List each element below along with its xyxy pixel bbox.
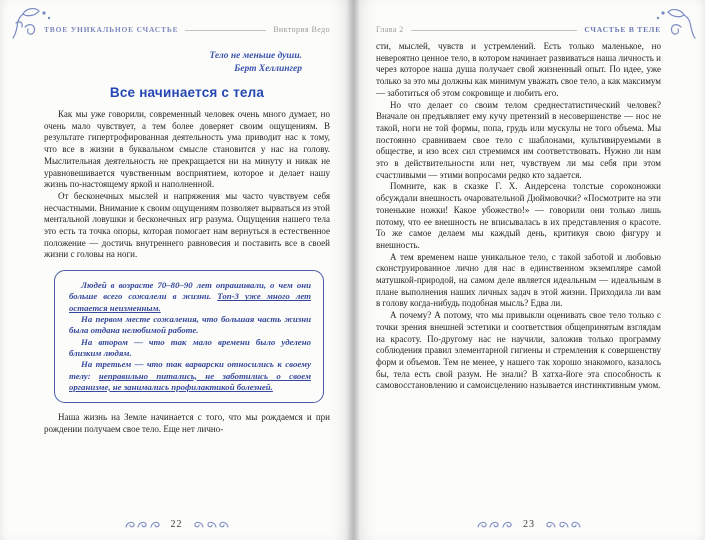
chapter-title: Все начинается с тела (109, 85, 265, 100)
running-head-rule (411, 30, 578, 31)
left-body-text-bottom (44, 412, 330, 435)
right-body-text (376, 41, 661, 392)
callout-underlined-text: Топ-3 уже много лет остается неизменным. (69, 291, 311, 313)
body-paragraph: От бесконечных мыслей и напряжения мы часто чувствуем себя несчастными. Внимание к своим ощущениям позволяет вырваться из этой ментальной ловушки и бесконечных игр разума. Ощущения нашего тела это есть та точка опоры, которая помогает нам вернуться в естественное положение — достичь внутреннего равновесия и поставить все в своей жизни с головы на ноги. (44, 190, 330, 260)
callout-underlined-text: неправильно питались, не заботились о своем организме, не занимались профилактикой болезней. (69, 370, 311, 392)
body-paragraph: А почему? А потому, что мы привыкли оценивать свое тело только с точки зрения внешней эстетики и соответствия общепринятым взглядам на красоту. По-другому нас не научили, заложив только программу соблюдения правил элементарной гигиены и стремления к совершенству форм и объемов. Тем не менее, у нашего так хорошо знакомого, казалось бы, тела есть свой разум. Не знали? В хатха-йоге эта способность к самовосстановлению и самоисцелению называется инстинктивным умом. (376, 310, 661, 391)
callout-line: На первом месте сожаления, что большая часть жизни была отдана нелюбимой работе. (69, 314, 311, 336)
callout-line (69, 280, 311, 314)
body-paragraph: Помните, как в сказке Г. Х. Андерсена толстые сороконожки обсуждали внешность очаровательной Дюймовочки? «Посмотрите на эти тоненькие ножки! Какое убожество!» — говорили они только лишь потому, что ее внешность не вписывалась в их представления о красоте. То же самое делаем мы каждый день, критикуя свою фигуру и внешность. (376, 181, 661, 250)
callout-line (69, 359, 311, 393)
callout-text: На третьем — что так варварски относились к своему телу: (69, 359, 311, 381)
author-name: Виктория Ведо (273, 25, 330, 34)
body-paragraph: А тем временем наше уникальное тело, с такой заботой и любовью сконструированное лично для нас в единственном экземпляре самой матушкой-природой, на самом деле является идеальным — идеальным в плане выполнения наших личных задач в этой жизни. Приходила ли вам в голову когда-нибудь подобная мысль? Едва ли. (376, 251, 661, 309)
left-page-footer (0, 519, 353, 530)
page-number-ornament-icon (124, 519, 162, 530)
epigraph (44, 50, 302, 76)
body-paragraph: сти, мыслей, чувств и устремлений. Есть только маленькое, но невероятно ценное тело, в котором начинает развиваться наша личность и через которое наша душа получает свой жизненный опыт. По идее, уже только за это мы должны как минимум уважать свое тело, а как максимум — заботиться об этом сокровище и любить его. (376, 41, 661, 98)
body-paragraph: Но что делает со своим телом среднестатистический человек? Вначале он предъявляет ему кучу претензий в несовершенстве — нос не такой, ноги не той формы, попа, грудь или мускулы не того объема. Мы постоянно сравниваем свое тело с шаблонами, культивируемыми в обществе, и изо всех сил стремимся им соответствовать. Нужно ли нам это в действительности или нет, чувствуем ли мы себя при этом счастливыми — этими вопросами редко кто задается. (376, 99, 661, 180)
highlight-box (54, 270, 324, 403)
chapter-running-title: СЧАСТЬЕ В ТЕЛЕ (584, 25, 661, 34)
body-paragraph: Как мы уже говорили, современный человек очень много думает, но очень мало чувствует, а тем более доверяет своим ощущениям. В результате гипертрофированная деятельность ума приводит нас к тому, что все в жизни в буквальном смысле становится у нас на голову. Мыслительная деятельность не прекращается ни на минуту и никак не уравновешивается чувственным восприятием, которое и делает нашу жизнь по-настоящему яркой и наполненной. (44, 109, 330, 190)
running-head-rule (185, 30, 266, 31)
left-body-text (44, 109, 330, 261)
callout-text: Людей в возрасте 70–80–90 лет опрашивали, о чем они больше всего сожалели в жизни. (69, 280, 311, 302)
body-paragraph: Наша жизнь на Земле начинается с того, что мы рождаемся и при рождении получаем свое тело. Еще нет лично- (44, 412, 330, 434)
page-number-ornament-icon (476, 519, 514, 530)
right-running-head (376, 20, 661, 34)
right-page (353, 0, 705, 540)
epigraph-attribution: Берт Хеллингер (234, 64, 302, 74)
book-title: ТВОЕ УНИКАЛЬНОЕ СЧАСТЬЕ (44, 25, 179, 34)
right-page-footer (353, 519, 705, 530)
callout-line: На втором — что так мало времени было уделено близким людям. (69, 336, 311, 358)
page-number-ornament-icon (544, 519, 582, 530)
page-number: 23 (523, 519, 535, 530)
page-number: 22 (170, 519, 183, 530)
epigraph-quote: Тело не меньше души. (209, 51, 302, 61)
page-number-ornament-icon (192, 519, 230, 530)
chapter-label: Глава 2 (376, 25, 404, 34)
left-running-head (44, 20, 330, 34)
